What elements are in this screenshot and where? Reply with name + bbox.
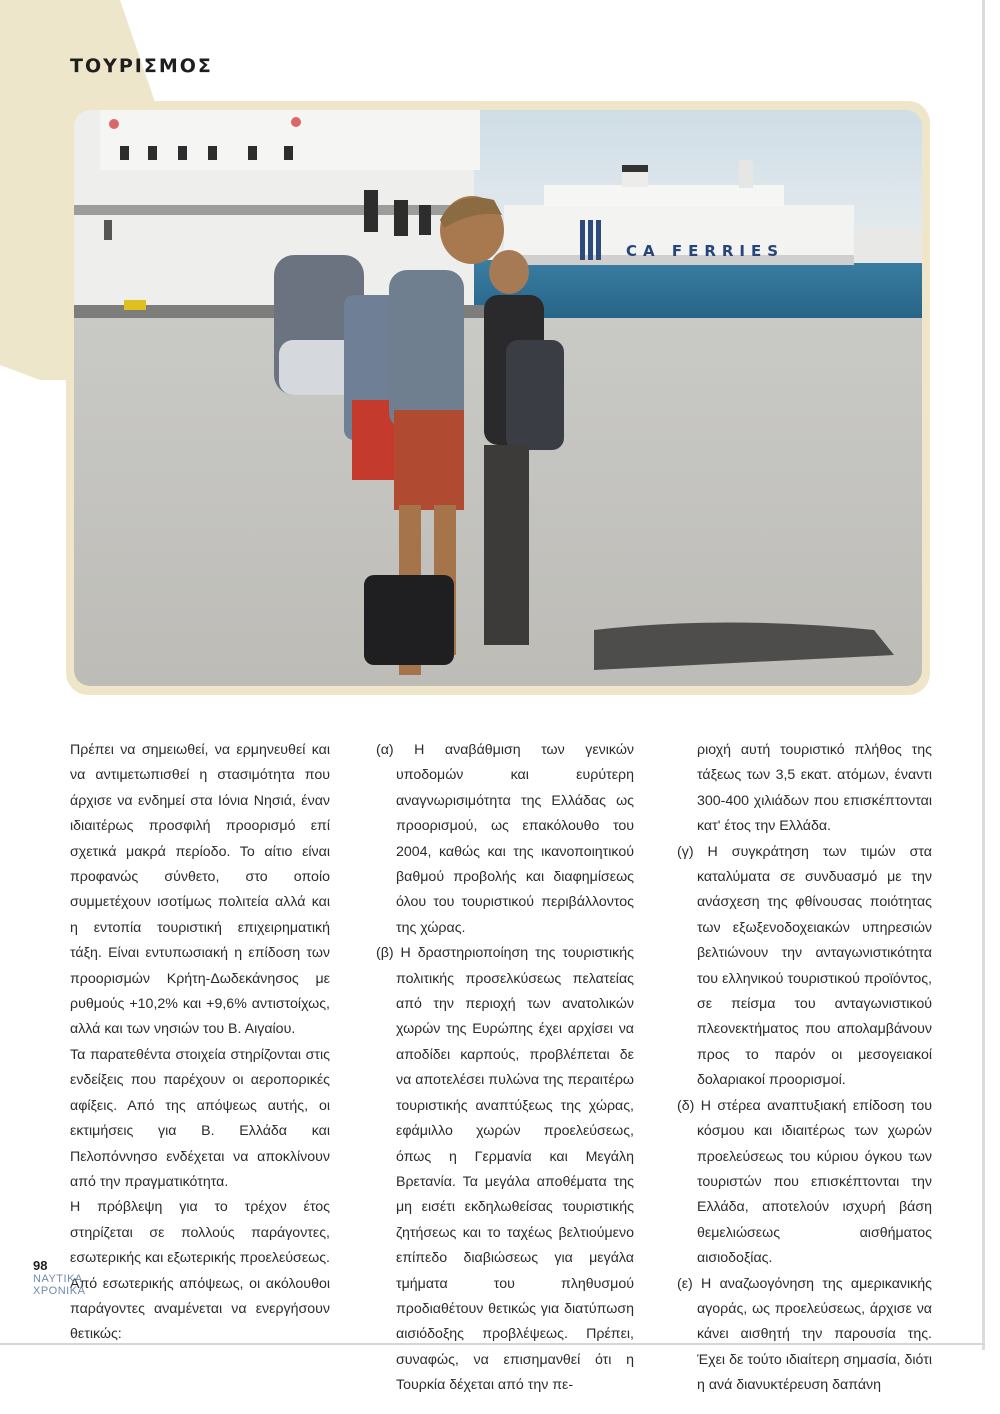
list-item-continuation: ριοχή αυτή τουριστικό πλήθος της τάξεως των 3,5 εκατ. ατόμων, έναντι 300-400 χιλιάδων που επισκέπτονται κατ' έτος την Ελλάδα. [697,742,932,835]
paragraph: Η πρόβλεψη για το τρέχον έτος στηρίζεται σε πολλούς παράγοντες, εσωτερικής και εξωτερικής προελεύσεως. Από εσωτερικής απόψεως, οι ακόλουθοι παράγοντες αναμένεται να ενεργήσουν θετικώς: [70,1199,330,1343]
magazine-name-line2: ΧΡΟΝΙΚΑ [33,1285,86,1297]
list-item: (γ) Η συγκράτηση των τιμών στα καταλύματα σε συνδυασμό με την ανάσχεση της φθίνουσας ποιότητας των εξωξενοδοχειακών υπηρεσιών βελτιώνουν την ανταγωνιστικότητα του ελληνικού τουριστικού προϊόντος, σε πείσμα του ανταγωνιστικού πλεονεκτήματος που απολαμβάνουν προς το παρόν οι μεσογειακοί δολαριακοί προορισμοί. [677,843,932,1089]
list-item: (δ) Η στέρεα αναπτυξιακή επίδοση του κόσμου και ιδιαιτέρως των χωρών προελεύσεως του κύριου όγκου των τουριστών που επισκέπτονται την Ελλάδα, αποτελούν ισχυρή βάση θεμελιώσεως αισθήματος αισιοδοξίας. [677,1097,932,1267]
page-number: 98 [33,1258,48,1273]
list-item: (β) Η δραστηριοποίηση της τουριστικής πολιτικής προσελκύσεως πελατείας από την περιοχή των ανατολικών χωρών της Ευρώπης έχει αρχίσει να αποδίδει καρπούς, προβλέπεται δε να αποτελέσει πυλώνα της περαιτέρω τουριστικής αναπτύξεως της χώρας, εφάμιλλο χωρών προελεύσεως, όπως η Γερμανία και Μεγάλη Βρετανία. Τα μεγάλα αποθέματα της μη εισέτι εκδηλωθείσας τουριστικής ζητήσεως και το ταχέως βελτιούμενο επίπεδο διαβιώσεως για μεγάλα τμήματα του πληθυσμού προδιαθέτουν θετικώς για διατύπωση αισιόδοξης προβλέψεως. Πρέπει, συναφώς, να επισημανθεί ότι η Τουρκία δέχεται από την πε- [376,945,634,1394]
article-column-1 [70,738,330,1348]
article-column-3 [677,738,932,1399]
paragraph: Πρέπει να σημειωθεί, να ερμηνευθεί και να αντιμετωπισθεί η στασιμότητα που άρχισε να ενδημεί στα Ιόνια Νησιά, έναν ιδιαιτέρως προσφιλή προορισμό επί σχετικά μακρά περίοδο. Το αίτιο είναι προφανώς σύνθετο, στο οποίο συμμετέχουν ισοτίμως πολιτεία αλλά και η εντοπία τουριστική επιχειρηματική τάξη. Είναι εντυπωσιακή η επίδοση των προορισμών Κρήτη-Δωδεκάνησος με ρυθμούς +10,2% και +9,6% αντιστοίχως, αλλά και των νησιών του Β. Αιγαίου. [70,742,330,1038]
list-item: (α) Η αναβάθμιση των γενικών υποδομών και ευρύτερη αναγνωρισιμότητα της Ελλάδας ως προορισμού, ως επακόλουθο του 2004, καθώς και της ικανοποιητικού βαθμού προβολής και διαφημίσεως όλου του τουριστικού περιβάλλοντος της χώρας. [376,742,634,936]
harbor-photo [74,110,922,686]
ferry-name: CA FERRIES [626,242,785,260]
paragraph: Τα παρατεθέντα στοιχεία στηρίζονται στις ενδείξεις που παρέχουν οι αεροπορικές αφίξεις. Από της απόψεως αυτής, οι εκτιμήσεις για Β. Ελλάδα και Πελοπόννησο ενδέχεται να αποκλίνουν από την πραγματικότητα. [70,1046,330,1190]
article-column-2 [376,738,634,1399]
section-title: ΤΟΥΡΙΣΜΟΣ [70,55,213,77]
list-item: (ε) Η αναζωογόνηση της αμερικανικής αγοράς, ως προελεύσεως, άρχισε να κάνει αισθητή την παρουσία της. Έχει δε τούτο ιδιαίτερη σημασία, διότι η ανά διανυκτέρευση δαπάνη [677,1275,932,1394]
magazine-name-line1: ΝΑΥΤΙΚΑ [33,1273,83,1285]
page-footer [33,1258,85,1297]
